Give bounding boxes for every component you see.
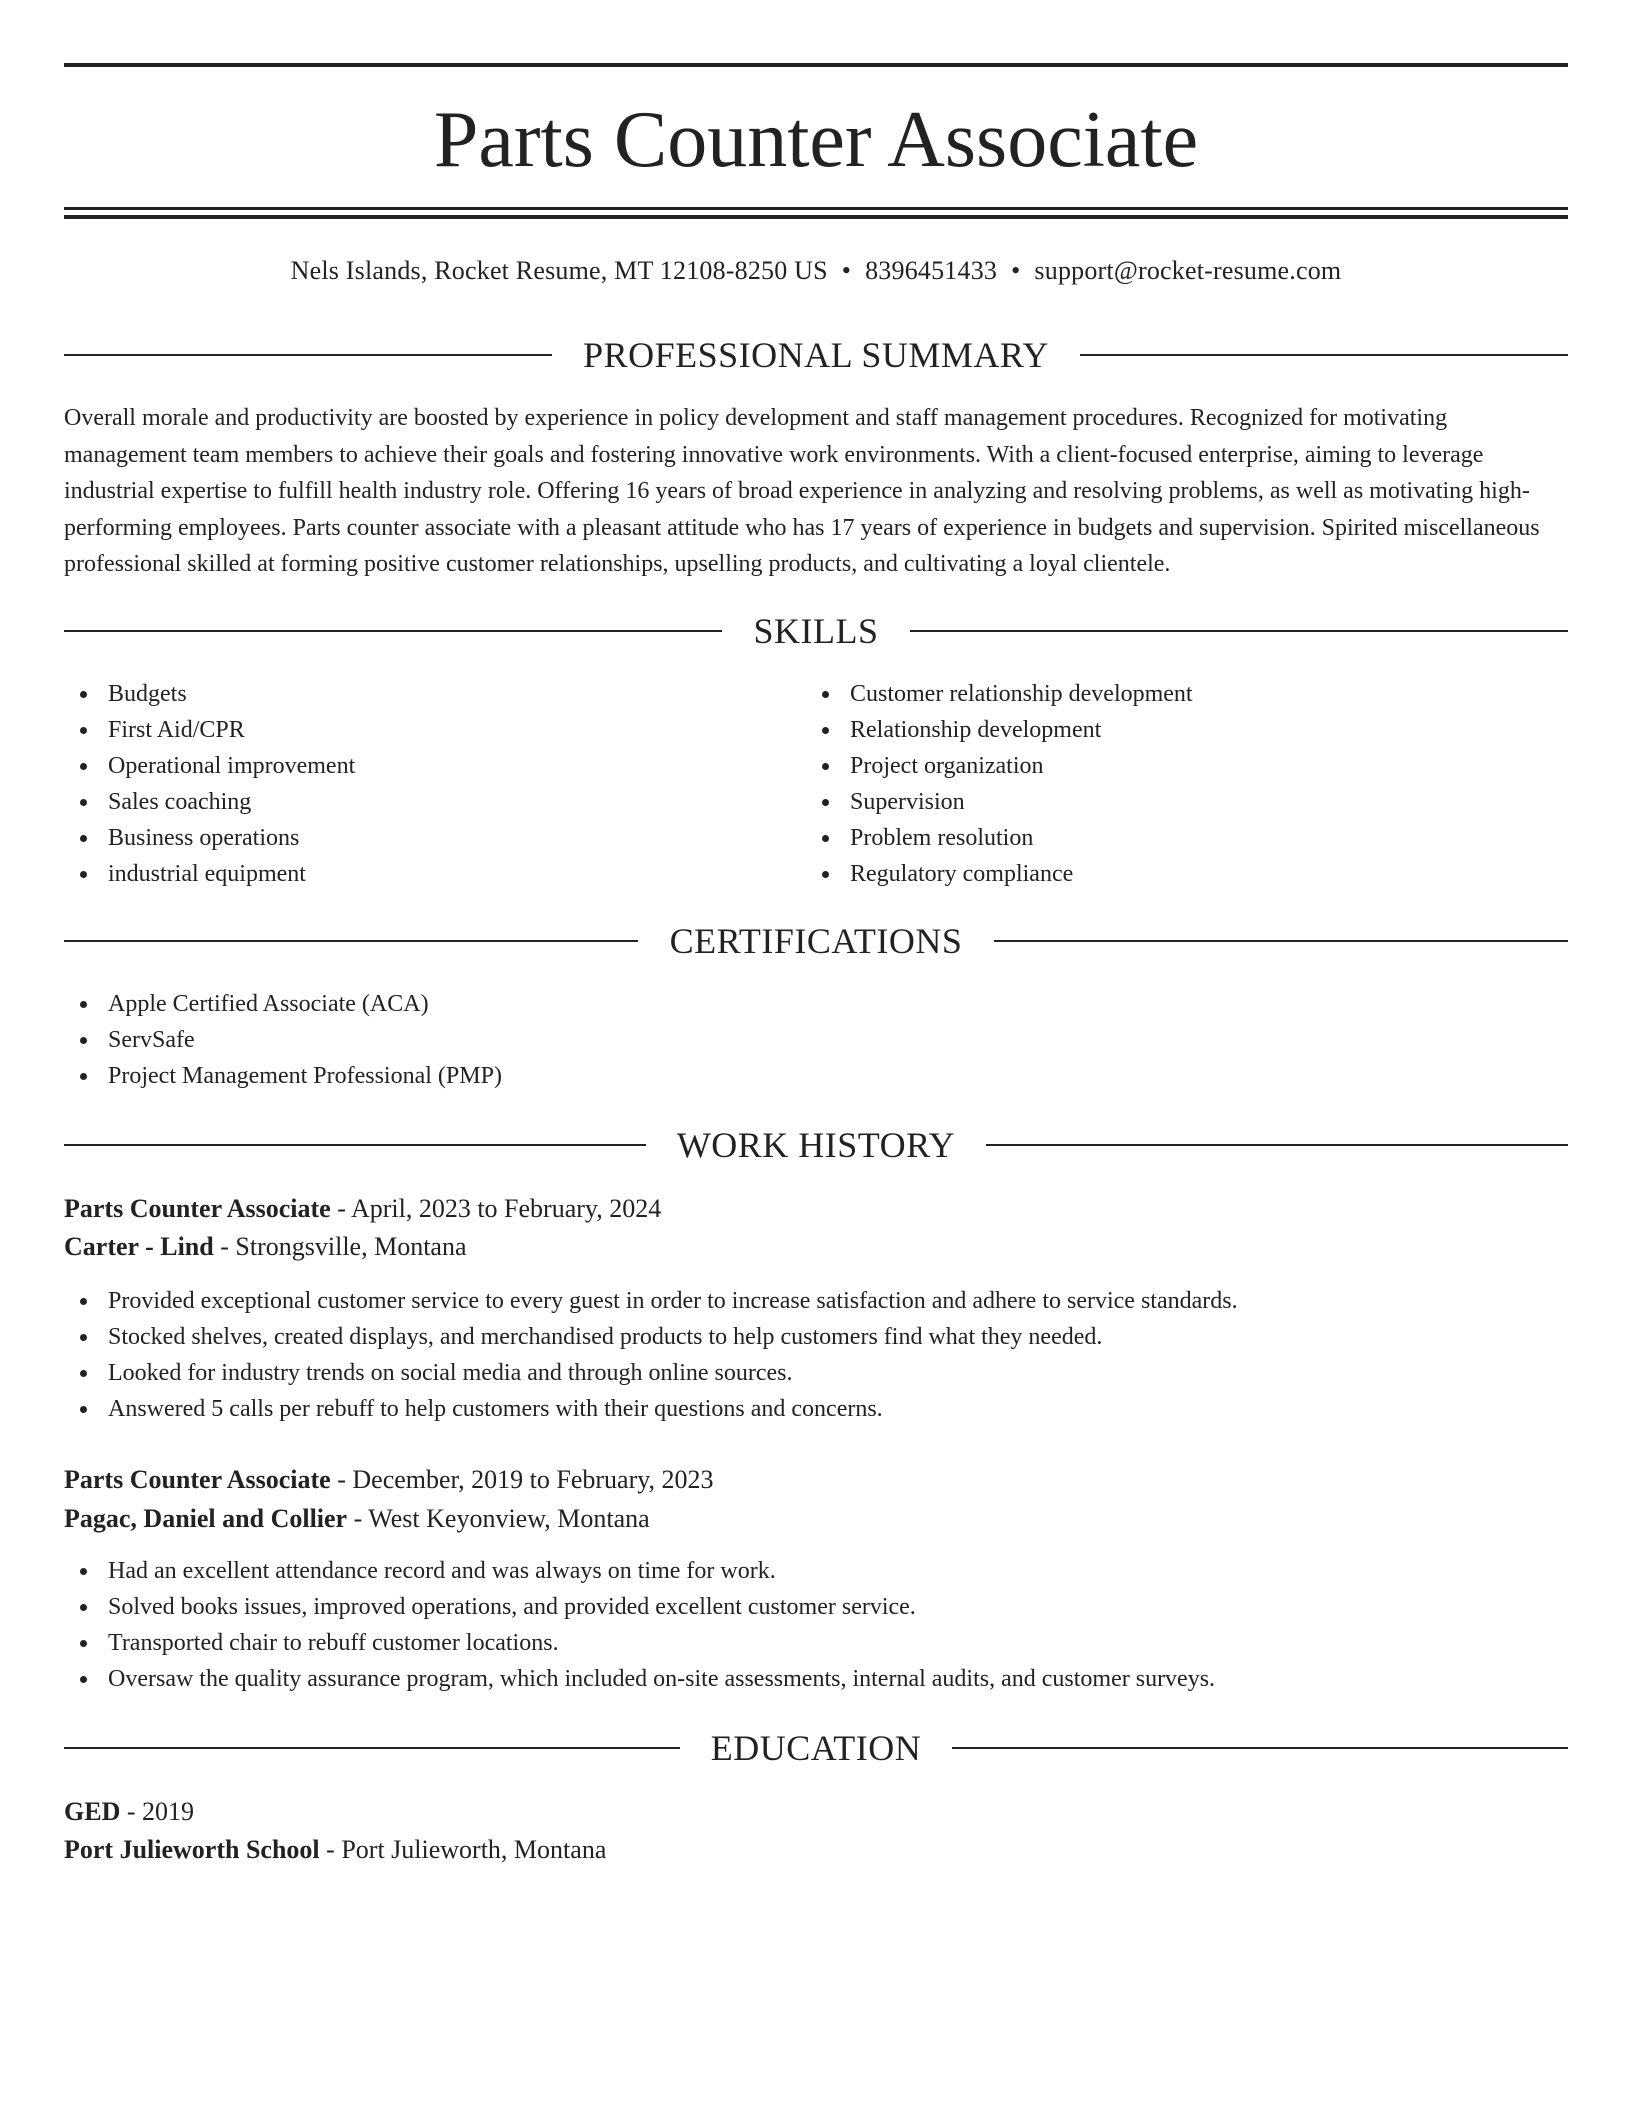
education-school: Port Julieworth School <box>64 1835 320 1864</box>
job-bullets <box>64 1553 1568 1697</box>
job-bullet: Looked for industry trends on social media and through online sources. <box>64 1355 1568 1391</box>
bullet-dot <box>80 727 87 734</box>
education-degree-line: GED - 2019 <box>64 1797 195 1826</box>
job-company: Pagac, Daniel and Collier <box>64 1504 348 1533</box>
job-title: Parts Counter Associate <box>64 1194 331 1223</box>
skill-item: Supervision <box>806 784 1546 820</box>
job-bullet: Had an excellent attendance record and was always on time for work. <box>64 1553 1568 1589</box>
job-company-line: Carter - Lind - Strongsville, Montana <box>64 1232 467 1261</box>
education-location: Port Julieworth, Montana <box>341 1835 607 1864</box>
bullet-dot <box>822 871 829 878</box>
education-degree: GED <box>64 1797 121 1826</box>
job-bullet: Oversaw the quality assurance program, which included on-site assessments, internal audits, and customer surveys. <box>64 1661 1568 1697</box>
skill-item: Business operations <box>64 820 804 856</box>
bullet-dot <box>80 1676 87 1683</box>
bullet-dot <box>80 1406 87 1413</box>
bullet-dot <box>80 1298 87 1305</box>
skill-item: Operational improvement <box>64 748 804 784</box>
bullet-dot <box>822 799 829 806</box>
skill-item: Relationship development <box>806 712 1546 748</box>
title-rule-lower <box>64 215 1568 219</box>
bullet-dot <box>822 835 829 842</box>
bullet-dot <box>822 691 829 698</box>
bullet-dot <box>80 1073 87 1080</box>
bullet-dot <box>80 1037 87 1044</box>
certifications-list <box>64 986 1568 1094</box>
bullet-dot <box>80 691 87 698</box>
bullet-dot <box>80 1370 87 1377</box>
certifications-heading: CERTIFICATIONS <box>669 921 963 961</box>
skill-item: Problem resolution <box>806 820 1546 856</box>
job-dates: December, 2019 to February, 2023 <box>352 1465 714 1494</box>
contact-separator: • <box>1011 256 1021 285</box>
education-heading: EDUCATION <box>710 1728 922 1768</box>
education-heading-block <box>64 1726 1568 1770</box>
job-title-line: Parts Counter Associate - December, 2019 to February, 2023 <box>64 1465 714 1494</box>
job-title-line: Parts Counter Associate - April, 2023 to February, 2024 <box>64 1194 662 1223</box>
skill-item: Regulatory compliance <box>806 856 1546 892</box>
job-company-line: Pagac, Daniel and Collier - West Keyonview, Montana <box>64 1504 650 1533</box>
bullet-dot <box>80 799 87 806</box>
job-dates: April, 2023 to February, 2024 <box>350 1194 662 1223</box>
bullet-dot <box>80 763 87 770</box>
job-bullet: Stocked shelves, created displays, and merchandised products to help customers find what they needed. <box>64 1319 1568 1355</box>
bullet-dot <box>80 1001 87 1008</box>
job-bullets <box>64 1283 1568 1427</box>
contact-address: Nels Islands, Rocket Resume, MT 12108-8250 US <box>290 256 828 285</box>
education-school-line: Port Julieworth School - Port Julieworth, Montana <box>64 1835 607 1864</box>
job-company: Carter - Lind <box>64 1232 214 1261</box>
certification-item: Project Management Professional (PMP) <box>64 1058 1568 1094</box>
top-rule <box>64 63 1568 67</box>
job-title: Parts Counter Associate <box>64 1465 331 1494</box>
job-bullet: Solved books issues, improved operations, and provided excellent customer service. <box>64 1589 1568 1625</box>
bullet-dot <box>822 727 829 734</box>
job-bullet: Answered 5 calls per rebuff to help customers with their questions and concerns. <box>64 1391 1568 1427</box>
bullet-dot <box>80 1334 87 1341</box>
contact-separator: • <box>841 256 852 285</box>
summary-heading-block <box>64 333 1568 377</box>
skill-item: Customer relationship development <box>806 676 1546 712</box>
skill-item: First Aid/CPR <box>64 712 804 748</box>
skills-heading-block <box>64 609 1568 653</box>
bullet-dot <box>80 1604 87 1611</box>
skills-heading: SKILLS <box>753 611 879 651</box>
bullet-dot <box>822 763 829 770</box>
education-year: 2019 <box>142 1797 195 1826</box>
skills-list-left <box>64 676 804 892</box>
summary-text: Overall morale and productivity are boosted by experience in policy development and staff management procedures. Recognized for motivating management team members to achieve their goals and fostering innovative work environments. With a client-focused enterprise, aiming to leverage industrial expertise to fulfill health industry role. Offering 16 years of broad experience in analyzing and resolving problems, as well as motivating high-performing employees. Parts counter associate with a pleasant attitude who has 17 years of experience in budgets and supervision. Spirited miscellaneous professional skilled at forming positive customer relationships, upselling products, and cultivating a loyal clientele. <box>64 405 1540 577</box>
summary-heading: PROFESSIONAL SUMMARY <box>583 335 1049 375</box>
bullet-dot <box>80 871 87 878</box>
work-heading: WORK HISTORY <box>676 1125 956 1165</box>
contact-email: support@rocket-resume.com <box>1034 256 1342 285</box>
certification-item: Apple Certified Associate (ACA) <box>64 986 1568 1022</box>
job-bullet: Provided exceptional customer service to every guest in order to increase satisfaction and adhere to service standards. <box>64 1283 1568 1319</box>
job-location: Strongsville, Montana <box>235 1232 467 1261</box>
skills-list-right <box>806 676 1546 892</box>
work-heading-block <box>64 1123 1568 1167</box>
contact-line <box>64 254 1568 288</box>
skill-item: industrial equipment <box>64 856 804 892</box>
resume-title: Parts Counter Associate <box>433 96 1199 184</box>
job-bullet: Transported chair to rebuff customer locations. <box>64 1625 1568 1661</box>
certifications-heading-block <box>64 919 1568 963</box>
skill-item: Sales coaching <box>64 784 804 820</box>
title-rule-upper <box>64 207 1568 210</box>
skill-item: Budgets <box>64 676 804 712</box>
skill-item: Project organization <box>806 748 1546 784</box>
job-location: West Keyonview, Montana <box>368 1504 650 1533</box>
certification-item: ServSafe <box>64 1022 1568 1058</box>
bullet-dot <box>80 835 87 842</box>
bullet-dot <box>80 1640 87 1647</box>
contact-phone: 8396451433 <box>865 256 998 285</box>
bullet-dot <box>80 1568 87 1575</box>
